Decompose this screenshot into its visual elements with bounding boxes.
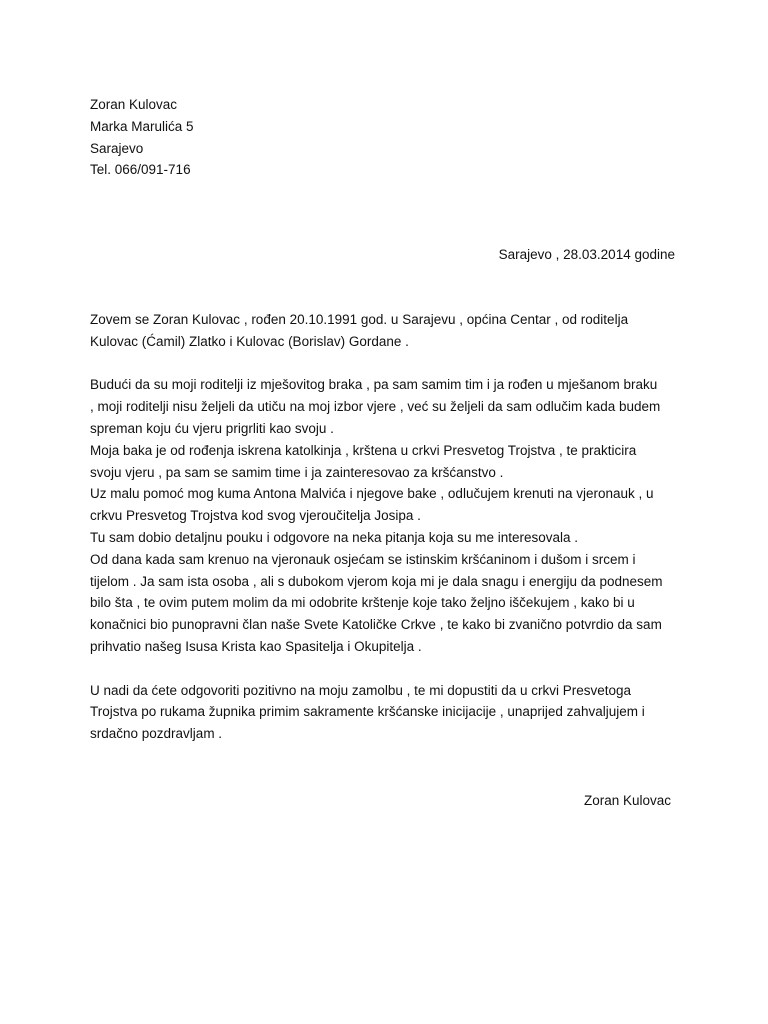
body-line: tijelom . Ja sam ista osoba , ali s dubokom vjerom koja mi je dala snagu i energiju da podnesem [90,573,663,589]
paragraph-main [90,374,690,657]
sender-city: Sarajevo [90,140,144,156]
body-line: , moji roditelji nisu željeli da utiču na moj izbor vjere , već su željeli da sam odlučim kada budem [90,399,661,415]
body-line: prihvatio našeg Isusa Krista kao Spasitelja i Okupitelja . [90,638,422,654]
body-line: konačnici bio punopravni član naše Svete Katoličke Crkve , te kako bi zvanično potvrdio da sam [90,617,662,633]
body-line: Zovem se Zoran Kulovac , rođen 20.10.1991 god. u Sarajevu , općina Centar , od roditelja [90,312,629,327]
date-line: Sarajevo , 28.03.2014 godine [498,247,675,262]
paragraph-intro [90,309,690,353]
sender-name: Zoran Kulovac [90,97,178,112]
body-line: bilo šta , te ovim putem molim da mi odobrite krštenje koje tako željno iščekujem , kako bi u [90,595,635,611]
body-line: Tu sam dobio detaljnu pouku i odgovore na neka pitanja koja su me interesovala . [90,529,579,545]
body-line: Budući da su moji roditelji iz mješovitog braka , pa sam samim tim i ja rođen u mješanom braku [90,377,658,393]
body-line: crkvu Presvetog Trojstva kod svog vjeroučitelja Josipa . [90,508,421,524]
signature-name: Zoran Kulovac [583,793,671,808]
body-line: svoju vjeru , pa sam se samim time i ja zainteresovao za kršćanstvo . [90,464,504,480]
body-line: Uz malu pomoć mog kuma Antona Malvića i njegove bake , odlučujem krenuti na vjeronauk , u [90,486,654,502]
body-line: Kulovac (Ćamil) Zlatko i Kulovac (Borislav) Gordane . [90,333,409,349]
body-line: Moja baka je od rođenja iskrena katolkinja , krštena u crkvi Presvetog Trojstva , te prakticira [90,442,637,458]
sender-phone: Tel. 066/091-716 [90,162,191,178]
sender-street: Marka Marulića 5 [90,118,194,134]
body-line: U nadi da ćete odgovoriti pozitivno na moju zamolbu , te mi dopustiti da u crkvi Presvetoga [90,682,632,698]
body-line: spreman koju ću vjeru prigrliti kao svoju . [90,420,334,436]
paragraph-closing [90,680,690,745]
letter-body [90,309,690,767]
body-line: Trojstva po rukama župnika primim sakramente kršćanske inicijacije , unaprijed zahvaljujem i [90,704,645,720]
sender-address-block [90,94,490,181]
body-line: srdačno pozdravljam . [90,726,223,742]
body-line: Od dana kada sam krenuo na vjeronauk osjećam se istinskim kršćaninom i dušom i srcem i [90,551,636,567]
